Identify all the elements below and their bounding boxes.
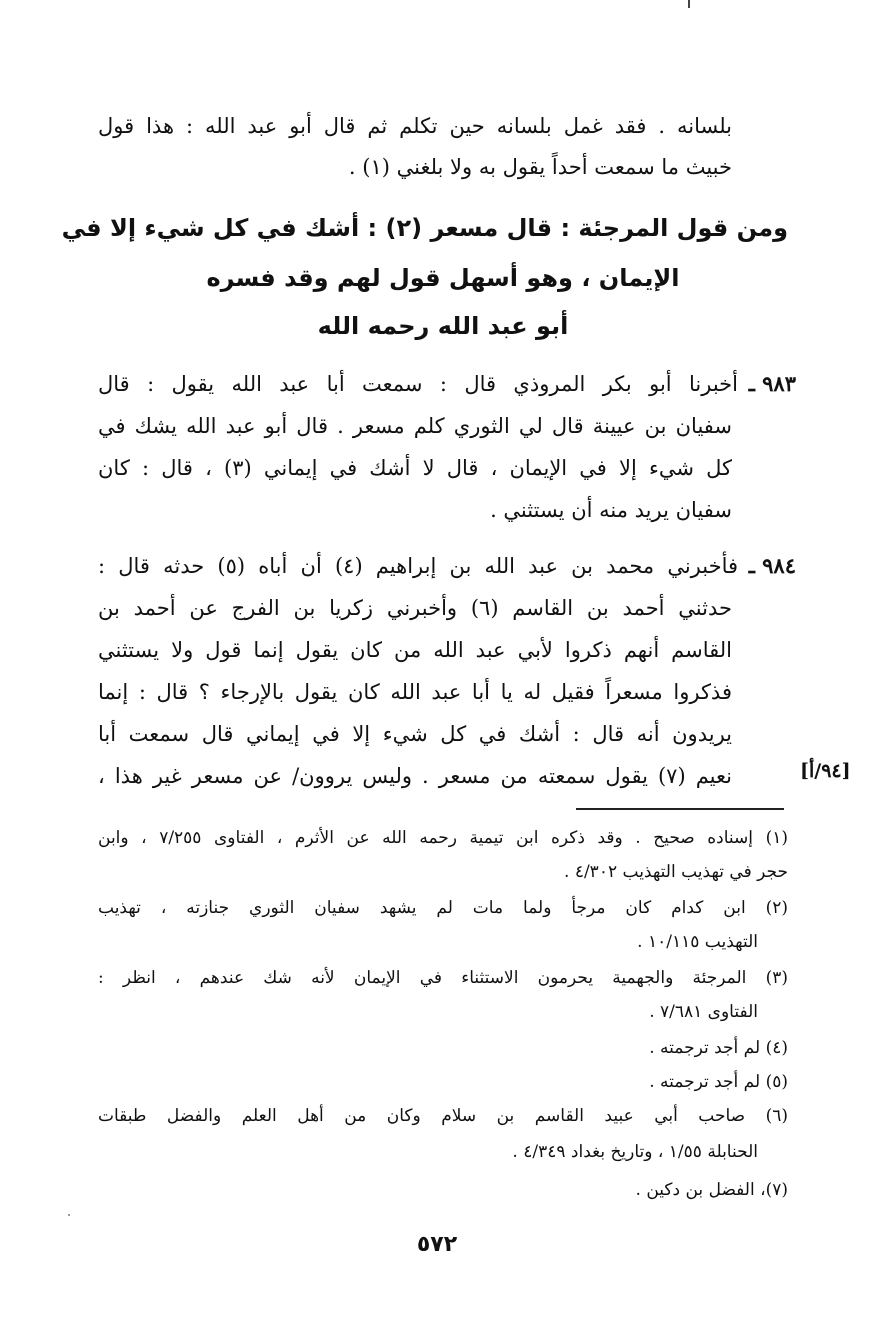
manuscript-folio-marker: [٩٤/أ]	[800, 760, 851, 782]
footnote-5: (٥) لم أجد ترجمته .	[649, 1072, 788, 1092]
section-heading-line-2: الإيمان ، وهو أسهل قول لهم وقد فسره	[206, 264, 680, 292]
narration-983-line-1: أخبرنا أبو بكر المروذي قال : سمعت أبا عبد الله يقول : قال	[98, 372, 738, 396]
narration-984-line-6: نعيم (٧) يقول سمعته من مسعر . وليس يروون/ عن مسعر غير هذا ،	[98, 764, 732, 788]
top-edge-mark	[688, 0, 690, 8]
narration-983-line-4: سفيان يريد منه أن يستثني .	[490, 498, 732, 522]
section-heading-line-3: أبو عبد الله رحمه الله	[317, 312, 569, 340]
intro-line-2: خبيث ما سمعت أحداً يقول به ولا بلغني (١) .	[348, 155, 732, 179]
footnote-1-line-2: حجر في تهذيب التهذيب ٤/٣٠٢ .	[564, 862, 788, 882]
narration-984-line-3: القاسم أنهم ذكروا لأبي عبد الله من كان يقول إنما قول ولا يستثني	[98, 638, 732, 662]
footnote-3-line-2: الفتاوى ٧/٦٨١ .	[649, 1002, 758, 1022]
narration-984-line-4: فذكروا مسعراً فقيل له يا أبا عبد الله كان يقول بالإرجاء ؟ قال : إنما	[98, 680, 732, 704]
narration-984-line-5: يريدون أنه قال : أشك في كل شيء إلا في إيماني قال سمعت أبا	[98, 722, 732, 746]
footnote-4: (٤) لم أجد ترجمته .	[649, 1038, 788, 1058]
footnote-6-line-1: (٦) صاحب أبي عبيد القاسم بن سلام وكان من أهل العلم والفضل طبقات	[98, 1106, 788, 1126]
scan-speck	[68, 1214, 70, 1216]
section-heading-line-1: ومن قول المرجئة : قال مسعر (٢) : أشك في كل شيء إلا في	[61, 214, 788, 242]
narration-984-line-2: حدثني أحمد بن القاسم (٦) وأخبرني زكريا بن الفرج عن أحمد بن	[98, 596, 732, 620]
narration-984-line-1: فأخبرني محمد بن عبد الله بن إبراهيم (٤) أن أباه (٥) حدثه قال :	[98, 554, 739, 578]
page-number: ٥٧٢	[416, 1232, 458, 1257]
footnote-6-line-2: الحنابلة ١/٥٥ ، وتاريخ بغداد ٤/٣٤٩ .	[512, 1142, 758, 1162]
intro-line-1: بلسانه . فقد غمل بلسانه حين تكلم ثم قال أبو عبد الله : هذا قول	[98, 114, 732, 138]
narration-983-line-3: كل شيء إلا في الإيمان ، قال لا أشك في إيماني (٣) ، قال : كان	[98, 456, 733, 480]
footnote-separator	[576, 808, 784, 810]
footnote-7: (٧)، الفضل بن دكين .	[635, 1180, 788, 1200]
footnote-2-line-2: التهذيب ١٠/١١٥ .	[637, 932, 758, 952]
footnote-1-line-1: (١) إسناده صحيح . وقد ذكره ابن تيمية رحمه الله عن الأثرم ، الفتاوى ٧/٢٥٥ ، وابن	[98, 828, 788, 848]
narration-983-number: ٩٨٣ ـ	[748, 371, 796, 396]
footnote-2-line-1: (٢) ابن كدام كان مرجأ ولما مات لم يشهد سفيان الثوري جنازته ، تهذيب	[98, 898, 788, 918]
narration-984-number: ٩٨٤ ـ	[748, 553, 796, 578]
narration-983-line-2: سفيان بن عيينة قال لي الثوري كلم مسعر . قال أبو عبد الله يشك في	[98, 414, 732, 438]
footnote-3-line-1: (٣) المرجئة والجهمية يحرمون الاستثناء في الإيمان لأنه شك عندهم ، انظر :	[98, 968, 788, 988]
